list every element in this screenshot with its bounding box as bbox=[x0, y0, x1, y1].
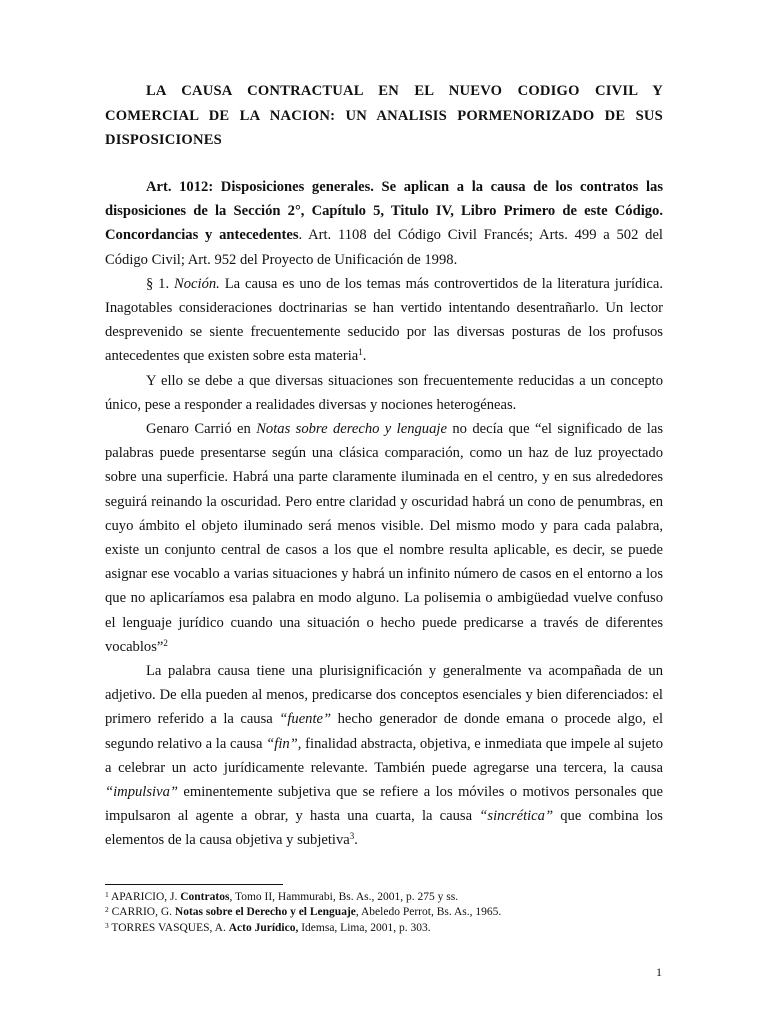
footnote-rest: , Abeledo Perrot, Bs. As., 1965. bbox=[355, 906, 502, 919]
paragraph-text: La palabra causa tiene una plurisignificación y generalmente va acompañada de un adjetivo. De ella pueden al menos, predicarse dos conceptos esenciales y bien diferenciados: el primero referido a la causa bbox=[105, 663, 663, 728]
footnote-number: 3 bbox=[105, 920, 109, 930]
paragraph-text: eminentemente subjetiva que se refiere a los móviles o motivos personales que impulsaron al agente a obrar, y hasta una cuarta, la causa bbox=[105, 784, 663, 825]
document-title: LA CAUSA CONTRACTUAL EN EL NUEVO CODIGO CIVIL Y COMERCIAL DE LA NACION: UN ANALISIS PORMENORIZADO DE SUS DISPOSICIONES bbox=[105, 83, 663, 148]
footnote-rest: Idemsa, Lima, 2001, p. 303. bbox=[298, 921, 431, 934]
paragraph-text: que combina los elementos de la causa objetiva y subjetiva bbox=[105, 808, 663, 849]
footnote-number: 1 bbox=[105, 890, 109, 899]
footnote-author: CARRIO, G. bbox=[108, 906, 175, 919]
paragraph-text: La causa es uno de los temas más controvertidos de la literatura jurídica. Inagotables consideraciones doctrinarias se han vertido intentando desentrañarlo. Un lector desprevenido se siente frecuentemente seducido por las diversas posturas de los profusos antecedentes que existen sobre esta materia bbox=[105, 275, 663, 365]
footnote-work: Contratos bbox=[180, 891, 230, 903]
footnote-author: APARICIO, J. bbox=[108, 891, 181, 903]
paragraph-carrio bbox=[105, 417, 663, 659]
footnote-ref-2: 2 bbox=[163, 637, 168, 648]
document-body bbox=[105, 175, 663, 853]
paragraph-causa bbox=[105, 659, 663, 853]
article-heading: Art. 1012: Disposiciones generales. Se aplican a la causa de los contratos las disposiciones de la Sección 2°, Capítulo 5, Titulo IV, Libro Primero de este Código. bbox=[105, 179, 663, 220]
footnote-work: Notas sobre el Derecho y el Lenguaje bbox=[174, 906, 356, 919]
footnote-number: 2 bbox=[105, 905, 109, 915]
footnote-1 bbox=[105, 890, 663, 905]
nocion-label: Noción. bbox=[174, 275, 220, 292]
footnote-divider bbox=[105, 884, 283, 885]
term-fin: “fin”, bbox=[266, 735, 302, 752]
footnote-2 bbox=[105, 905, 663, 920]
term-sincretica: “sincrética” bbox=[479, 808, 554, 825]
section-mark: § 1. bbox=[146, 275, 170, 292]
footnote-ref-1: 1 bbox=[358, 347, 363, 358]
paragraph-end: . bbox=[354, 832, 358, 849]
footnotes bbox=[105, 890, 663, 936]
paragraph-text: hecho generador de donde emana o procede algo, el segundo relativo a la causa bbox=[105, 711, 663, 752]
footnote-3 bbox=[105, 921, 663, 936]
book-title: Notas sobre derecho y lenguaje bbox=[256, 421, 447, 438]
term-fuente: “fuente” bbox=[279, 711, 332, 728]
concordancias-label: Concordancias y antecedentes bbox=[105, 227, 299, 244]
concordancias-text: . Art. 1108 del Código Civil Francés; Arts. 499 a 502 del Código Civil; Art. 952 del Proyecto de Unificación de 1998. bbox=[105, 227, 663, 268]
term-impulsiva: “impulsiva” bbox=[105, 784, 178, 801]
footnote-ref-3: 3 bbox=[349, 831, 355, 842]
article-paragraph bbox=[105, 175, 663, 272]
paragraph-end: . bbox=[362, 348, 367, 365]
paragraph-text: Genaro Carrió en bbox=[146, 421, 257, 438]
footnote-author: TORRES VASQUES, A. bbox=[108, 921, 229, 934]
paragraph-ello: Y ello se debe a que diversas situaciones son frecuentemente reducidas a un concepto único, pese a responder a realidades diversas y nociones heterogéneas. bbox=[105, 372, 663, 413]
paragraph-text: no decía que “el significado de las palabras puede presentarse según una clásica comparación, como un haz de luz proyectado sobre una superficie. Habrá una parte claramente iluminada en el centro, y en sus alrededores seguirá reinando la oscuridad. Pero entre claridad y oscuridad habrá un cono de penumbras, en cuyo ámbito el objeto iluminado será menos visible. Del mismo modo y para cada palabra, existe un conjunto central de casos a los que el nombre resulta aplicable, es decir, se puede asignar ese vocablo a varias situaciones y habrá un infinito número de casos en el entorno a los que no aplicaríamos esa palabra en modo alguno. La polisemia o ambigüedad vuelve confuso el lenguaje jurídico cuando una situación o hecho puede predicarse a través de diferentes vocablos” bbox=[105, 421, 664, 655]
page-number: 1 bbox=[656, 965, 662, 979]
paragraph-text: finalidad abstracta, objetiva, e inmediata que impele al sujeto a celebrar un acto jurídicamente relevante. También puede agregarse una tercera, la causa bbox=[105, 735, 664, 776]
footnote-work: Acto Jurídico, bbox=[228, 921, 299, 934]
footnote-rest: , Tomo II, Hammurabi, Bs. As., 2001, p. 275 y ss. bbox=[229, 891, 459, 903]
paragraph-nocion bbox=[105, 272, 663, 369]
